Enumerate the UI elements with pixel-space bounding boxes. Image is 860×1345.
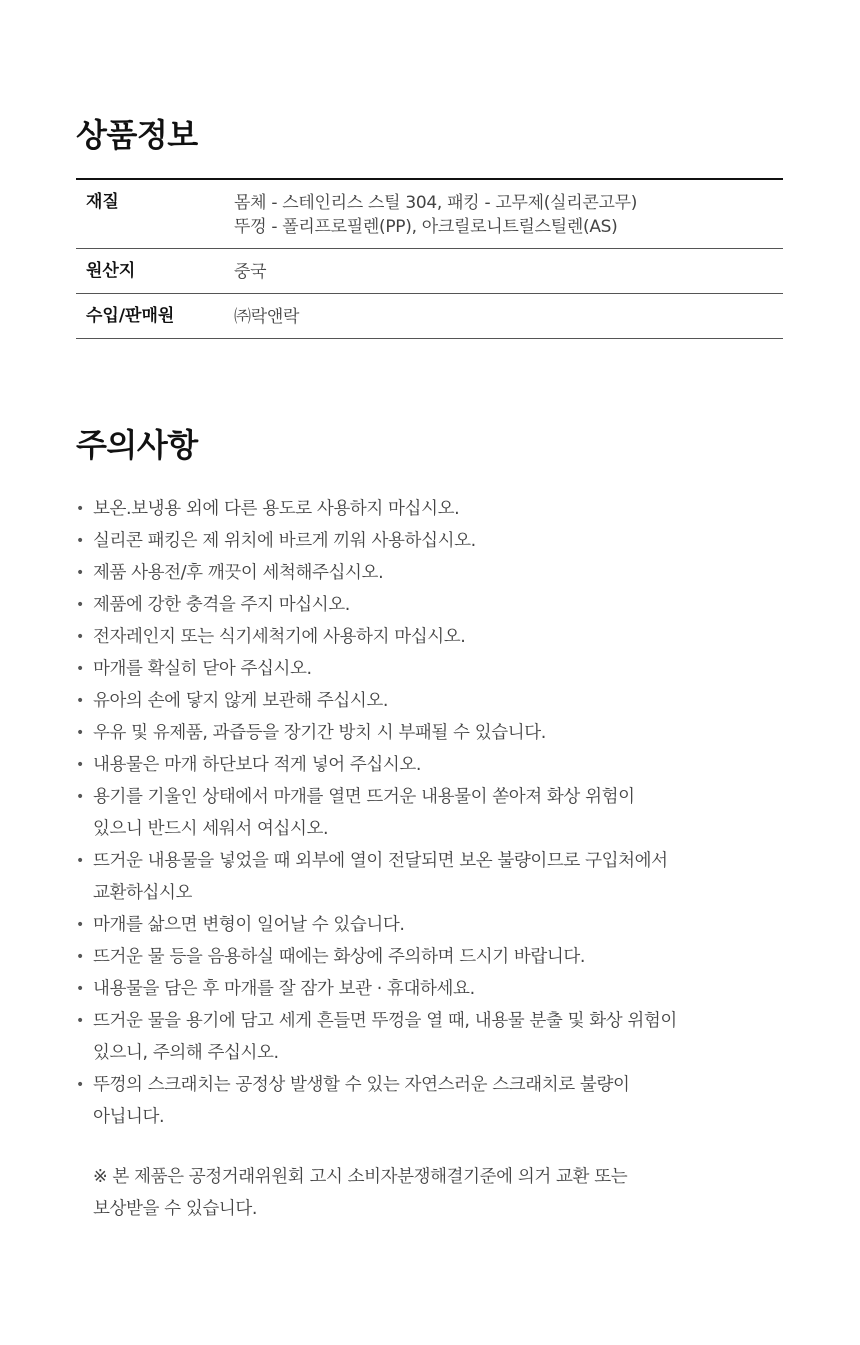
caution-item: [76, 909, 783, 941]
bullet-icon: •: [76, 725, 84, 741]
info-value: [234, 249, 783, 293]
product-info-table: [76, 178, 783, 339]
caution-item: [76, 589, 783, 621]
caution-text: 보온.보냉용 외에 다른 용도로 사용하지 마십시오.: [93, 499, 460, 519]
caution-item: [76, 749, 783, 781]
caution-item: [76, 1069, 783, 1133]
cautions-title: 주의사항: [76, 426, 198, 464]
bullet-icon: •: [76, 629, 84, 645]
caution-item: [76, 973, 783, 1005]
caution-text: 마개를 삶으면 변형이 일어날 수 있습니다.: [93, 915, 405, 935]
bullet-icon: •: [76, 853, 84, 869]
info-label: 수입/판매원: [86, 306, 175, 326]
caution-item: [76, 621, 783, 653]
caution-item: [76, 1005, 783, 1069]
bullet-icon: •: [76, 1077, 84, 1093]
bullet-icon: •: [76, 917, 84, 933]
bullet-icon: •: [76, 661, 84, 677]
info-row-material: [76, 180, 783, 249]
caution-text: 내용물은 마개 하단보다 적게 넣어 주십시오.: [93, 755, 422, 775]
bullet-icon: •: [76, 789, 84, 805]
cautions-section: [76, 425, 783, 1225]
caution-item: [76, 525, 783, 557]
caution-text: 뜨거운 물을 용기에 담고 세게 흔들면 뚜껑을 열 때, 내용물 분출 및 화상 위험이: [93, 1011, 677, 1031]
caution-text: 제품에 강한 충격을 주지 마십시오.: [93, 595, 350, 615]
caution-item: [76, 493, 783, 525]
caution-text: 아닙니다.: [93, 1107, 165, 1127]
info-label: 재질: [86, 192, 119, 212]
bullet-icon: •: [76, 693, 84, 709]
caution-text: 실리콘 패킹은 제 위치에 바르게 끼워 사용하십시오.: [93, 531, 476, 551]
info-value-line: 몸체 - 스테인리스 스틸 304, 패킹 - 고무제(실리콘고무): [234, 193, 638, 213]
caution-text: 우유 및 유제품, 과즙등을 장기간 방치 시 부패될 수 있습니다.: [93, 723, 546, 743]
caution-item: [76, 941, 783, 973]
info-value-line: ㈜락앤락: [234, 307, 300, 327]
bullet-icon: •: [76, 949, 84, 965]
caution-item: [76, 781, 783, 845]
caution-text: 마개를 확실히 닫아 주십시오.: [93, 659, 312, 679]
caution-text: 있으니 반드시 세워서 여십시오.: [93, 819, 329, 839]
caution-item: [76, 845, 783, 909]
caution-text: 있으니, 주의해 주십시오.: [93, 1043, 279, 1063]
caution-item: [76, 717, 783, 749]
info-value: [234, 180, 783, 248]
info-value-line: 뚜껑 - 폴리프로필렌(PP), 아크릴로니트릴스틸렌(AS): [234, 217, 618, 237]
product-info-title: 상품정보: [76, 116, 198, 154]
notice-line: ※ 본 제품은 공정거래위원회 고시 소비자분쟁해결기준에 의거 교환 또는: [93, 1167, 628, 1187]
bullet-icon: •: [76, 757, 84, 773]
notice-line: 보상받을 수 있습니다.: [93, 1199, 258, 1219]
info-row-origin: [76, 249, 783, 294]
info-value: [234, 294, 783, 338]
bullet-icon: •: [76, 597, 84, 613]
caution-text: 용기를 기울인 상태에서 마개를 열면 뜨거운 내용물이 쏟아져 화상 위험이: [93, 787, 635, 807]
bullet-icon: •: [76, 1013, 84, 1029]
info-label: 원산지: [86, 261, 136, 281]
caution-text: 뚜껑의 스크래치는 공정상 발생할 수 있는 자연스러운 스크래치로 불량이: [93, 1075, 630, 1095]
caution-text: 유아의 손에 닿지 않게 보관해 주십시오.: [93, 691, 389, 711]
bullet-icon: •: [76, 533, 84, 549]
caution-item: [76, 557, 783, 589]
caution-item: [76, 653, 783, 685]
product-info-section: [76, 115, 783, 339]
caution-text: 내용물을 담은 후 마개를 잘 잠가 보관 · 휴대하세요.: [93, 979, 475, 999]
caution-text: 제품 사용전/후 깨끗이 세척해주십시오.: [93, 563, 384, 583]
caution-text: 전자레인지 또는 식기세척기에 사용하지 마십시오.: [93, 627, 466, 647]
info-row-importer: [76, 294, 783, 339]
bullet-icon: •: [76, 981, 84, 997]
bullet-icon: •: [76, 501, 84, 517]
info-value-line: 중국: [234, 262, 267, 282]
bullet-icon: •: [76, 565, 84, 581]
caution-list: [76, 493, 783, 1133]
notice: [76, 1161, 783, 1225]
caution-text: 뜨거운 내용물을 넣었을 때 외부에 열이 전달되면 보온 불량이므로 구입처에서: [93, 851, 668, 871]
caution-text: 뜨거운 물 등을 음용하실 때에는 화상에 주의하며 드시기 바랍니다.: [93, 947, 586, 967]
caution-text: 교환하십시오: [93, 883, 193, 903]
caution-item: [76, 685, 783, 717]
